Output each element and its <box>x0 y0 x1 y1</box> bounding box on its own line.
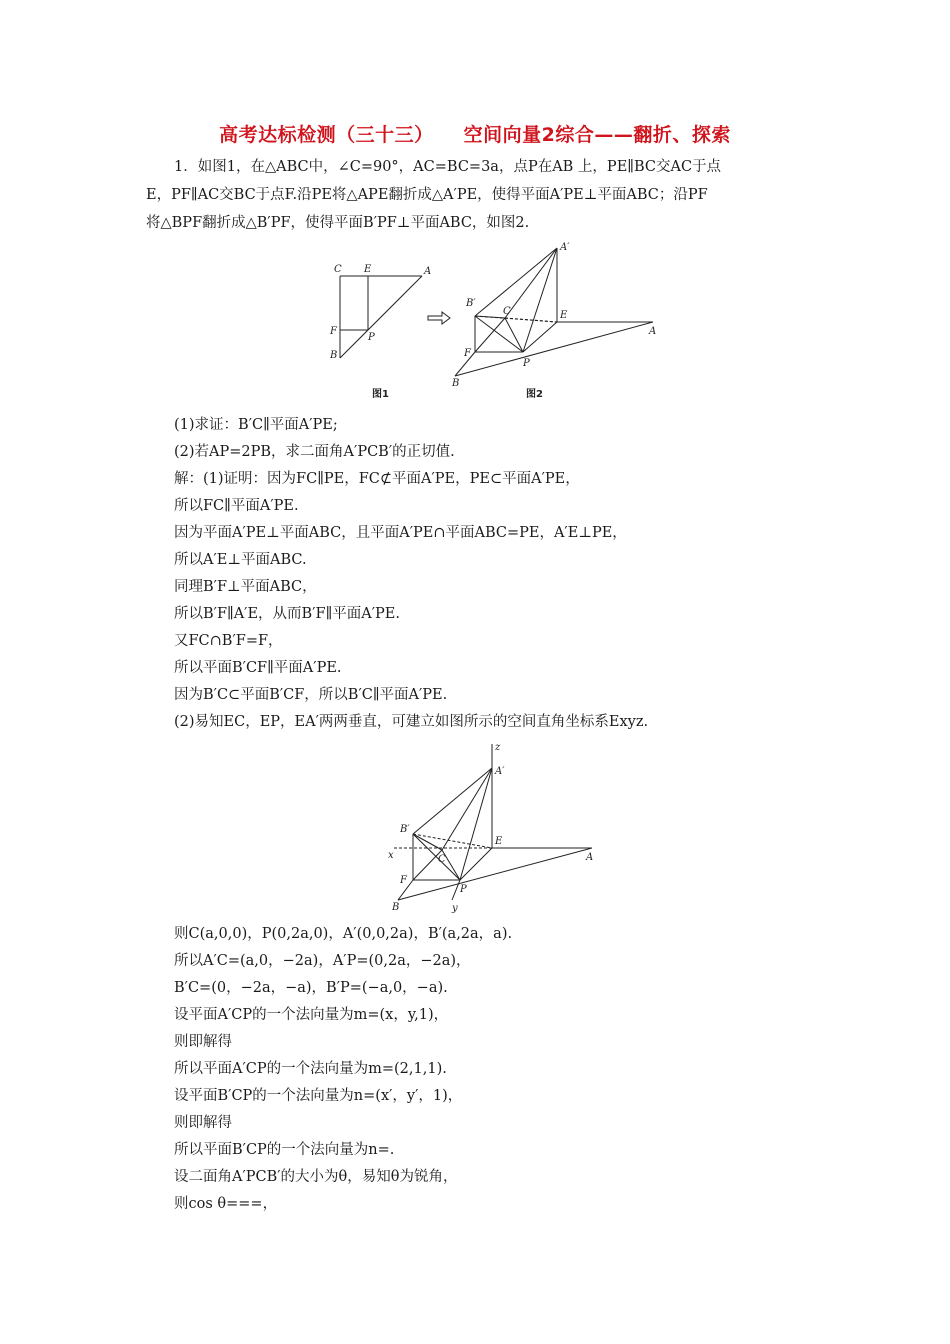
figure-3-coordinates <box>380 740 610 915</box>
title-part2: 空间向量2综合——翻折、探索 <box>463 124 731 146</box>
fig1-label-A: A <box>424 266 432 277</box>
problem-line-2: E，PF∥AC交BC于点F.沿PE将△APE翻折成△A′PE，使得平面A′PE⊥平面ABC；沿PF <box>146 187 708 203</box>
fig3-label-B: B <box>392 902 400 913</box>
fig3-label-P: P <box>460 884 467 895</box>
fig1-label-F: F <box>330 326 337 337</box>
page-title <box>0 120 950 147</box>
fig1-label-P: P <box>368 332 375 343</box>
solution-line-7: 同理B′F⊥平面ABC， <box>174 579 317 595</box>
fig2-label-A1: A′ <box>560 242 570 253</box>
coord-line-9: 所以平面B′CP的一个法向量为n=. <box>174 1142 395 1158</box>
coord-line-3: B′C=(0，−2a，−a)，B′P=(−a,0，−a). <box>174 980 448 996</box>
coord-line-10: 设二面角A′PCB′的大小为θ，易知θ为锐角， <box>174 1169 458 1185</box>
solution-line-5: 因为平面A′PE⊥平面ABC，且平面A′PE∩平面ABC=PE，A′E⊥PE， <box>174 525 627 541</box>
problem-line-1: 1．如图1，在△ABC中，∠C=90°，AC=BC=3a，点P在AB 上，PE∥BC交AC于点 <box>174 159 722 175</box>
solution-line-10: 所以平面B′CF∥平面A′PE. <box>174 660 342 676</box>
fig3-label-E: E <box>495 836 503 847</box>
coord-line-2: 所以A′C=(a,0，−2a)，A′P=(0,2a，−2a)， <box>174 953 471 969</box>
fig2-label-F: F <box>464 348 471 359</box>
fig2-label-E: E <box>560 310 568 321</box>
solution-line-4: 所以FC∥平面A′PE. <box>174 498 299 514</box>
fig1-label-B: B <box>330 350 338 361</box>
fig1-caption: 图1 <box>372 389 389 400</box>
fig2-label-B1: B′ <box>466 298 476 309</box>
fig3-label-A1: A′ <box>495 766 505 777</box>
fig2-label-A: A <box>649 326 657 337</box>
fig2-label-B: B <box>452 378 460 389</box>
coord-line-11: 则cos θ===， <box>174 1196 278 1212</box>
fig2-caption: 图2 <box>526 389 543 400</box>
solution-line-3: 解：(1)证明：因为FC∥PE，FC⊄平面A′PE，PE⊂平面A′PE， <box>174 471 580 487</box>
coord-line-4: 设平面A′CP的一个法向量为m=(x，y,1)， <box>174 1007 449 1023</box>
fig2-label-P: P <box>523 358 530 369</box>
solution-line-1: (1)求证：B′C∥平面A′PE; <box>174 417 338 433</box>
coord-line-1: 则C(a,0,0)，P(0,2a,0)，A′(0,0,2a)，B′(a,2a，a). <box>174 926 513 942</box>
coord-line-5: 则即解得 <box>174 1034 232 1050</box>
fig3-label-A: A <box>586 852 594 863</box>
fig1-label-E: E <box>364 264 372 275</box>
solution-line-2: (2)若AP=2PB，求二面角A′PCB′的正切值. <box>174 444 455 460</box>
title-part1: 高考达标检测（三十三） <box>219 124 434 146</box>
solution-line-12: (2)易知EC，EP，EA′两两垂直，可建立如图所示的空间直角坐标系Exyz. <box>174 714 649 730</box>
fig3-label-y: y <box>452 903 458 914</box>
coord-line-6: 所以平面A′CP的一个法向量为m=(2,1,1). <box>174 1061 447 1077</box>
solution-line-9: 又FC∩B′F=F， <box>174 633 283 649</box>
fig3-label-F: F <box>400 875 407 886</box>
coord-line-8: 则即解得 <box>174 1115 232 1131</box>
fig3-label-C: C <box>438 854 446 865</box>
solution-line-11: 因为B′C⊂平面B′CF，所以B′C∥平面A′PE. <box>174 687 448 703</box>
fig3-label-B1: B′ <box>400 824 410 835</box>
solution-line-8: 所以B′F∥A′E，从而B′F∥平面A′PE. <box>174 606 400 622</box>
fig3-label-x: x <box>388 850 394 861</box>
fig3-label-z: z <box>495 742 501 753</box>
figure-1-and-2 <box>320 236 670 406</box>
solution-line-6: 所以A′E⊥平面ABC. <box>174 552 307 568</box>
coord-line-7: 设平面B′CP的一个法向量为n=(x′，y′，1)， <box>174 1088 463 1104</box>
problem-line-3: 将△BPF翻折成△B′PF，使得平面B′PF⊥平面ABC，如图2. <box>146 215 530 231</box>
fig2-label-C: C <box>503 306 511 317</box>
fig1-label-C: C <box>334 264 342 275</box>
